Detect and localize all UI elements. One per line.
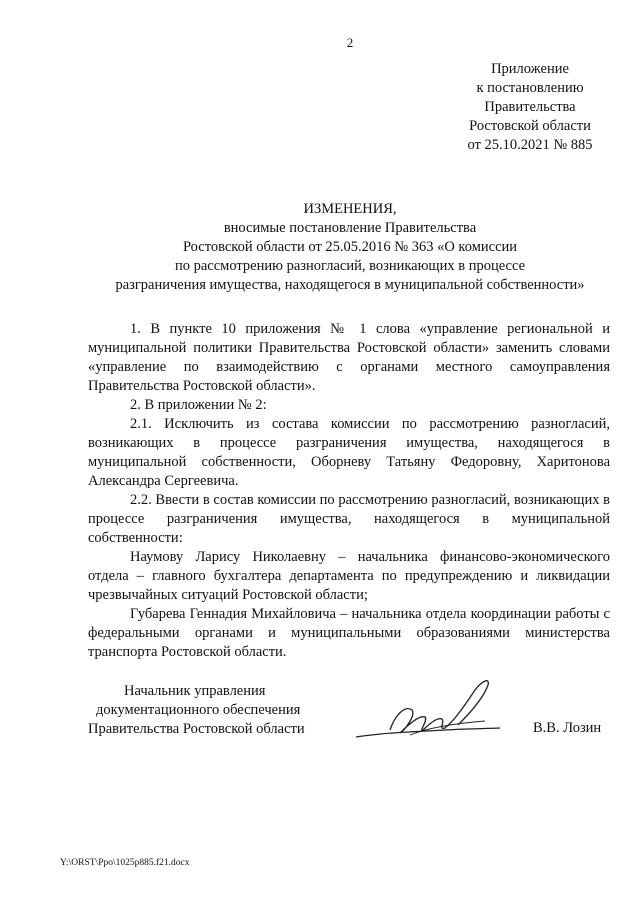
- paragraph-member-naumova: Наумову Ларису Николаевну – начальника финансово-экономического отдела – главного бухгалтера департамента по предупреждению и ликвидации чрезвычайных ситуаций Ростовской области;: [88, 549, 610, 603]
- appendix-line: Приложение: [491, 61, 569, 77]
- title-line: вносимые постановление Правительства: [223, 220, 477, 236]
- signatory-line: Начальник управления: [124, 683, 266, 699]
- title-line: Ростовской области от 25.05.2016 № 363 «О комиссии: [182, 239, 518, 255]
- paragraph-member-gubarev: Губарева Геннадия Михайловича – начальника отдела координации работы с федеральными органами и муниципальными образованиями министерства транспорта Ростовской области.: [88, 606, 610, 660]
- signatory-line: Правительства Ростовской области: [88, 721, 305, 737]
- paragraph-item-2-1: 2.1. Исключить из состава комиссии по рассмотрению разногласий, возникающих в процессе разграничения имущества, находящегося в муниципальной собственности, Оборневу Татьяну Федоровну, Харитонова Александра Сергеевича.: [88, 416, 610, 489]
- signatory-position: [88, 682, 338, 739]
- paragraph-item-2-2: 2.2. Ввести в состав комиссии по рассмотрению разногласий, возникающих в процессе разграничения имущества, находящегося в муниципальной собственности:: [88, 492, 610, 546]
- appendix-block: [440, 60, 620, 155]
- title-line: разграничения имущества, находящегося в муниципальной собственности»: [115, 277, 585, 293]
- title-heading: ИЗМЕНЕНИЯ,: [303, 201, 397, 217]
- appendix-line: Ростовской области: [469, 118, 591, 134]
- document-body: [88, 320, 610, 662]
- file-path-footer: Y:\ORST\Ppo\1025p885.f21.docx: [60, 858, 190, 868]
- appendix-line: Правительства: [484, 99, 576, 115]
- document-title: [60, 200, 640, 295]
- paragraph-item-2: 2. В приложении № 2:: [130, 397, 267, 413]
- signatory-name: В.В. Лозин: [533, 720, 602, 736]
- signatory-line: документационного обеспечения: [96, 702, 301, 718]
- title-line: по рассмотрению разногласий, возникающих в процессе: [174, 258, 526, 274]
- appendix-line: от 25.10.2021 № 885: [467, 137, 593, 153]
- page-number: 2: [346, 35, 354, 50]
- handwritten-signature: [350, 675, 510, 750]
- paragraph-item-1: 1. В пункте 10 приложения № 1 слова «управление региональной и муниципальной политики Правительства Ростовской области» заменить словами «управление по взаимодействию с органами местного самоуправления Правительства Ростовской области».: [88, 321, 610, 394]
- appendix-line: к постановлению: [476, 80, 584, 96]
